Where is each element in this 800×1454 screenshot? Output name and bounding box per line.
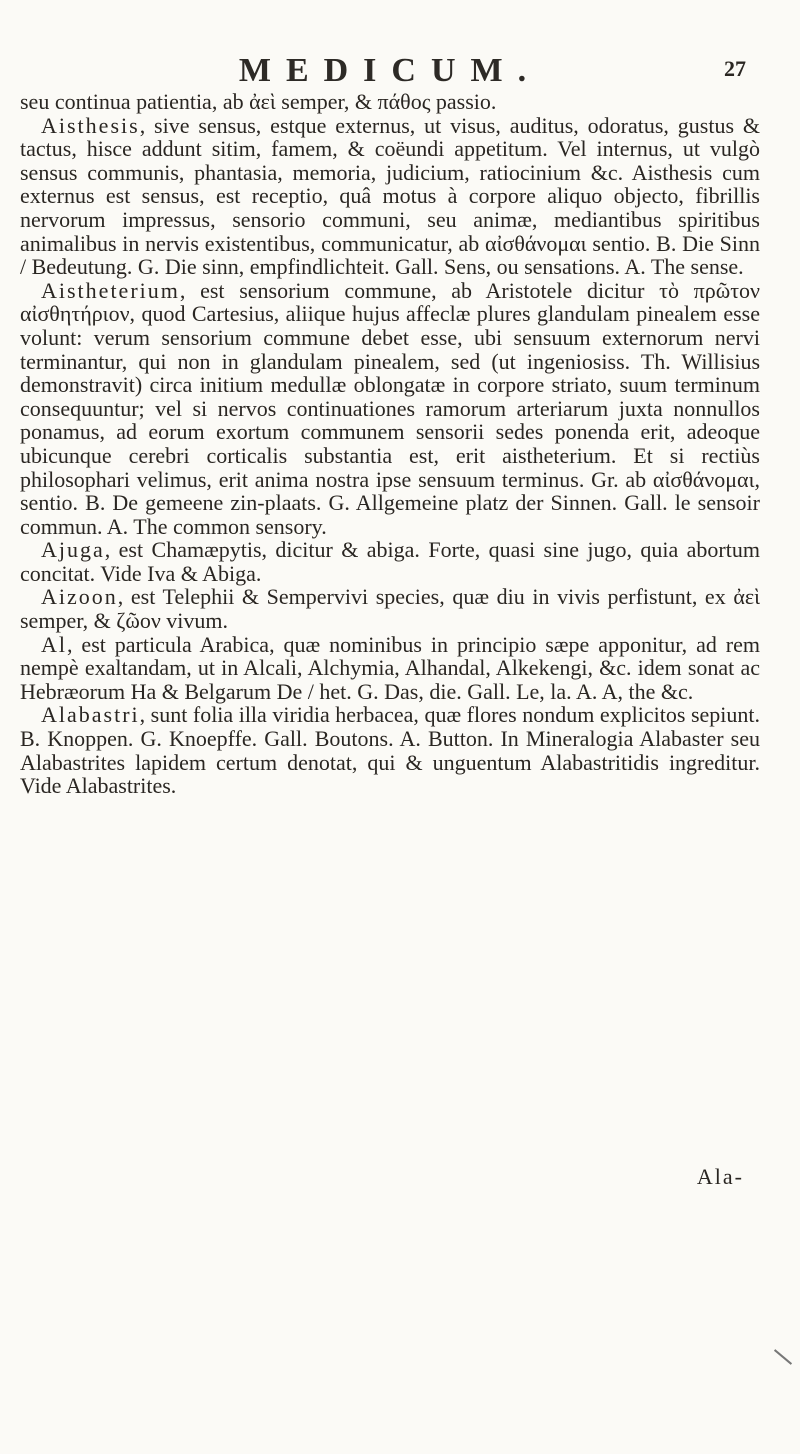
entry-text: , est Telephii & Sempervivi species, quæ diu in vivis perfistunt, ex ἀεὶ semper, & ζῶον vivum.	[20, 584, 760, 634]
entry-aistheterium	[20, 279, 760, 539]
paragraph-continuation	[20, 90, 760, 114]
entry-text: , sunt folia illa viridia herbacea, quæ flores nondum explicitos sepiunt. B. Knoppen. G. Knoepffe. Gall. Boutons. A. Button. In Mineralogia Alabaster seu Alabastrites lapidem certum denotat, qui & unguentum Alabastritidis ingreditur. Vide Alabastrites.	[20, 702, 760, 799]
page-number: 27	[724, 56, 746, 81]
entry-ajuga	[20, 538, 760, 585]
page-header	[20, 0, 760, 90]
catchword: Ala-	[696, 1164, 744, 1189]
entry-aisthesis	[20, 114, 760, 279]
entry-text: , est sensorium commune, ab Aristotele dicitur τὸ πρῶτον αἰσθητήριον, quod Cartesius, aliique hujus affeclæ plures glandulam pinealem esse volunt: verum sensorium commune debet esse, ubi sensuum externorum nervi terminantur, qui non in glandulam pinealem, sed (ut ingeniosiss. Th. Willisius demonstravit) circa initium medullæ oblongatæ in corpore striato, suum terminum consequuntur; vel si nervos continuationes ramorum arteriarum juxta nonnullos ponamus, ad eorum exortum communem sensorii sedes ponenda erit, adeoque ubicunque cerebri corticalis substantia est, erit aistheterium. Et si rectiùs philosophari velimus, erit anima nostra ipse sensuum terminus. Gr. ab αἰσθάνομαι, sentio. B. De gemeene zin-plaats. G. Allgemeine platz der Sinnen. Gall. le sensoir commun. A. The common sensory.	[20, 277, 760, 539]
continuation-text: seu continua patientia, ab ἀεὶ semper, & πάθος passio.	[20, 89, 497, 114]
entry-lemma: Aistheterium	[41, 277, 180, 303]
entry-text: , est Chamæpytis, dicitur & abiga. Forte, quasi sine jugo, quia abortum concitat. Vide Iva & Abiga.	[20, 537, 760, 586]
entry-lemma: Aisthesis	[41, 112, 140, 138]
entry-lemma: Ajuga	[41, 537, 105, 563]
entry-lemma: Aizoon	[41, 584, 118, 610]
entry-text: , sive sensus, estque externus, ut visus, auditus, odoratus, gustus & tactus, hisce addunt sitim, famem, & coëundi appetitum. Vel internus, ut vulgò sensus communis, phantasia, memoria, judicium, ratiocinium &c. Aisthesis cum externus est sensus, est receptio, quâ motus à corpore aliquo objecto, fibrillis nervorum impressus, sensorio communi, seu animæ, mediantibus spiritibus animalibus in nervis existentibus, communicatur, ab αἰσθάνομαι sentio. B. Die Sinn / Bedeutung. G. Die sinn, empfindlichteit. Gall. Sens, ou sensations. A. The sense.	[20, 112, 760, 280]
entry-aizoon	[20, 585, 760, 632]
running-head: MEDICUM.	[238, 52, 542, 89]
entry-al	[20, 633, 760, 704]
entry-lemma: Al	[41, 631, 67, 657]
dictionary-text	[20, 90, 760, 798]
scan-mark	[774, 1349, 792, 1365]
entry-lemma: Alabastri	[41, 702, 140, 728]
entry-alabastri	[20, 703, 760, 797]
entry-text: , est particula Arabica, quæ nominibus in principio sæpe apponitur, ad rem nempè exaltandam, ut in Alcali, Alchymia, Alhandal, Alkekengi, &c. idem sonat ac Hebræorum Ha & Belgarum De / het. G. Das, die. Gall. Le, la. A. A, the &c.	[20, 631, 760, 704]
